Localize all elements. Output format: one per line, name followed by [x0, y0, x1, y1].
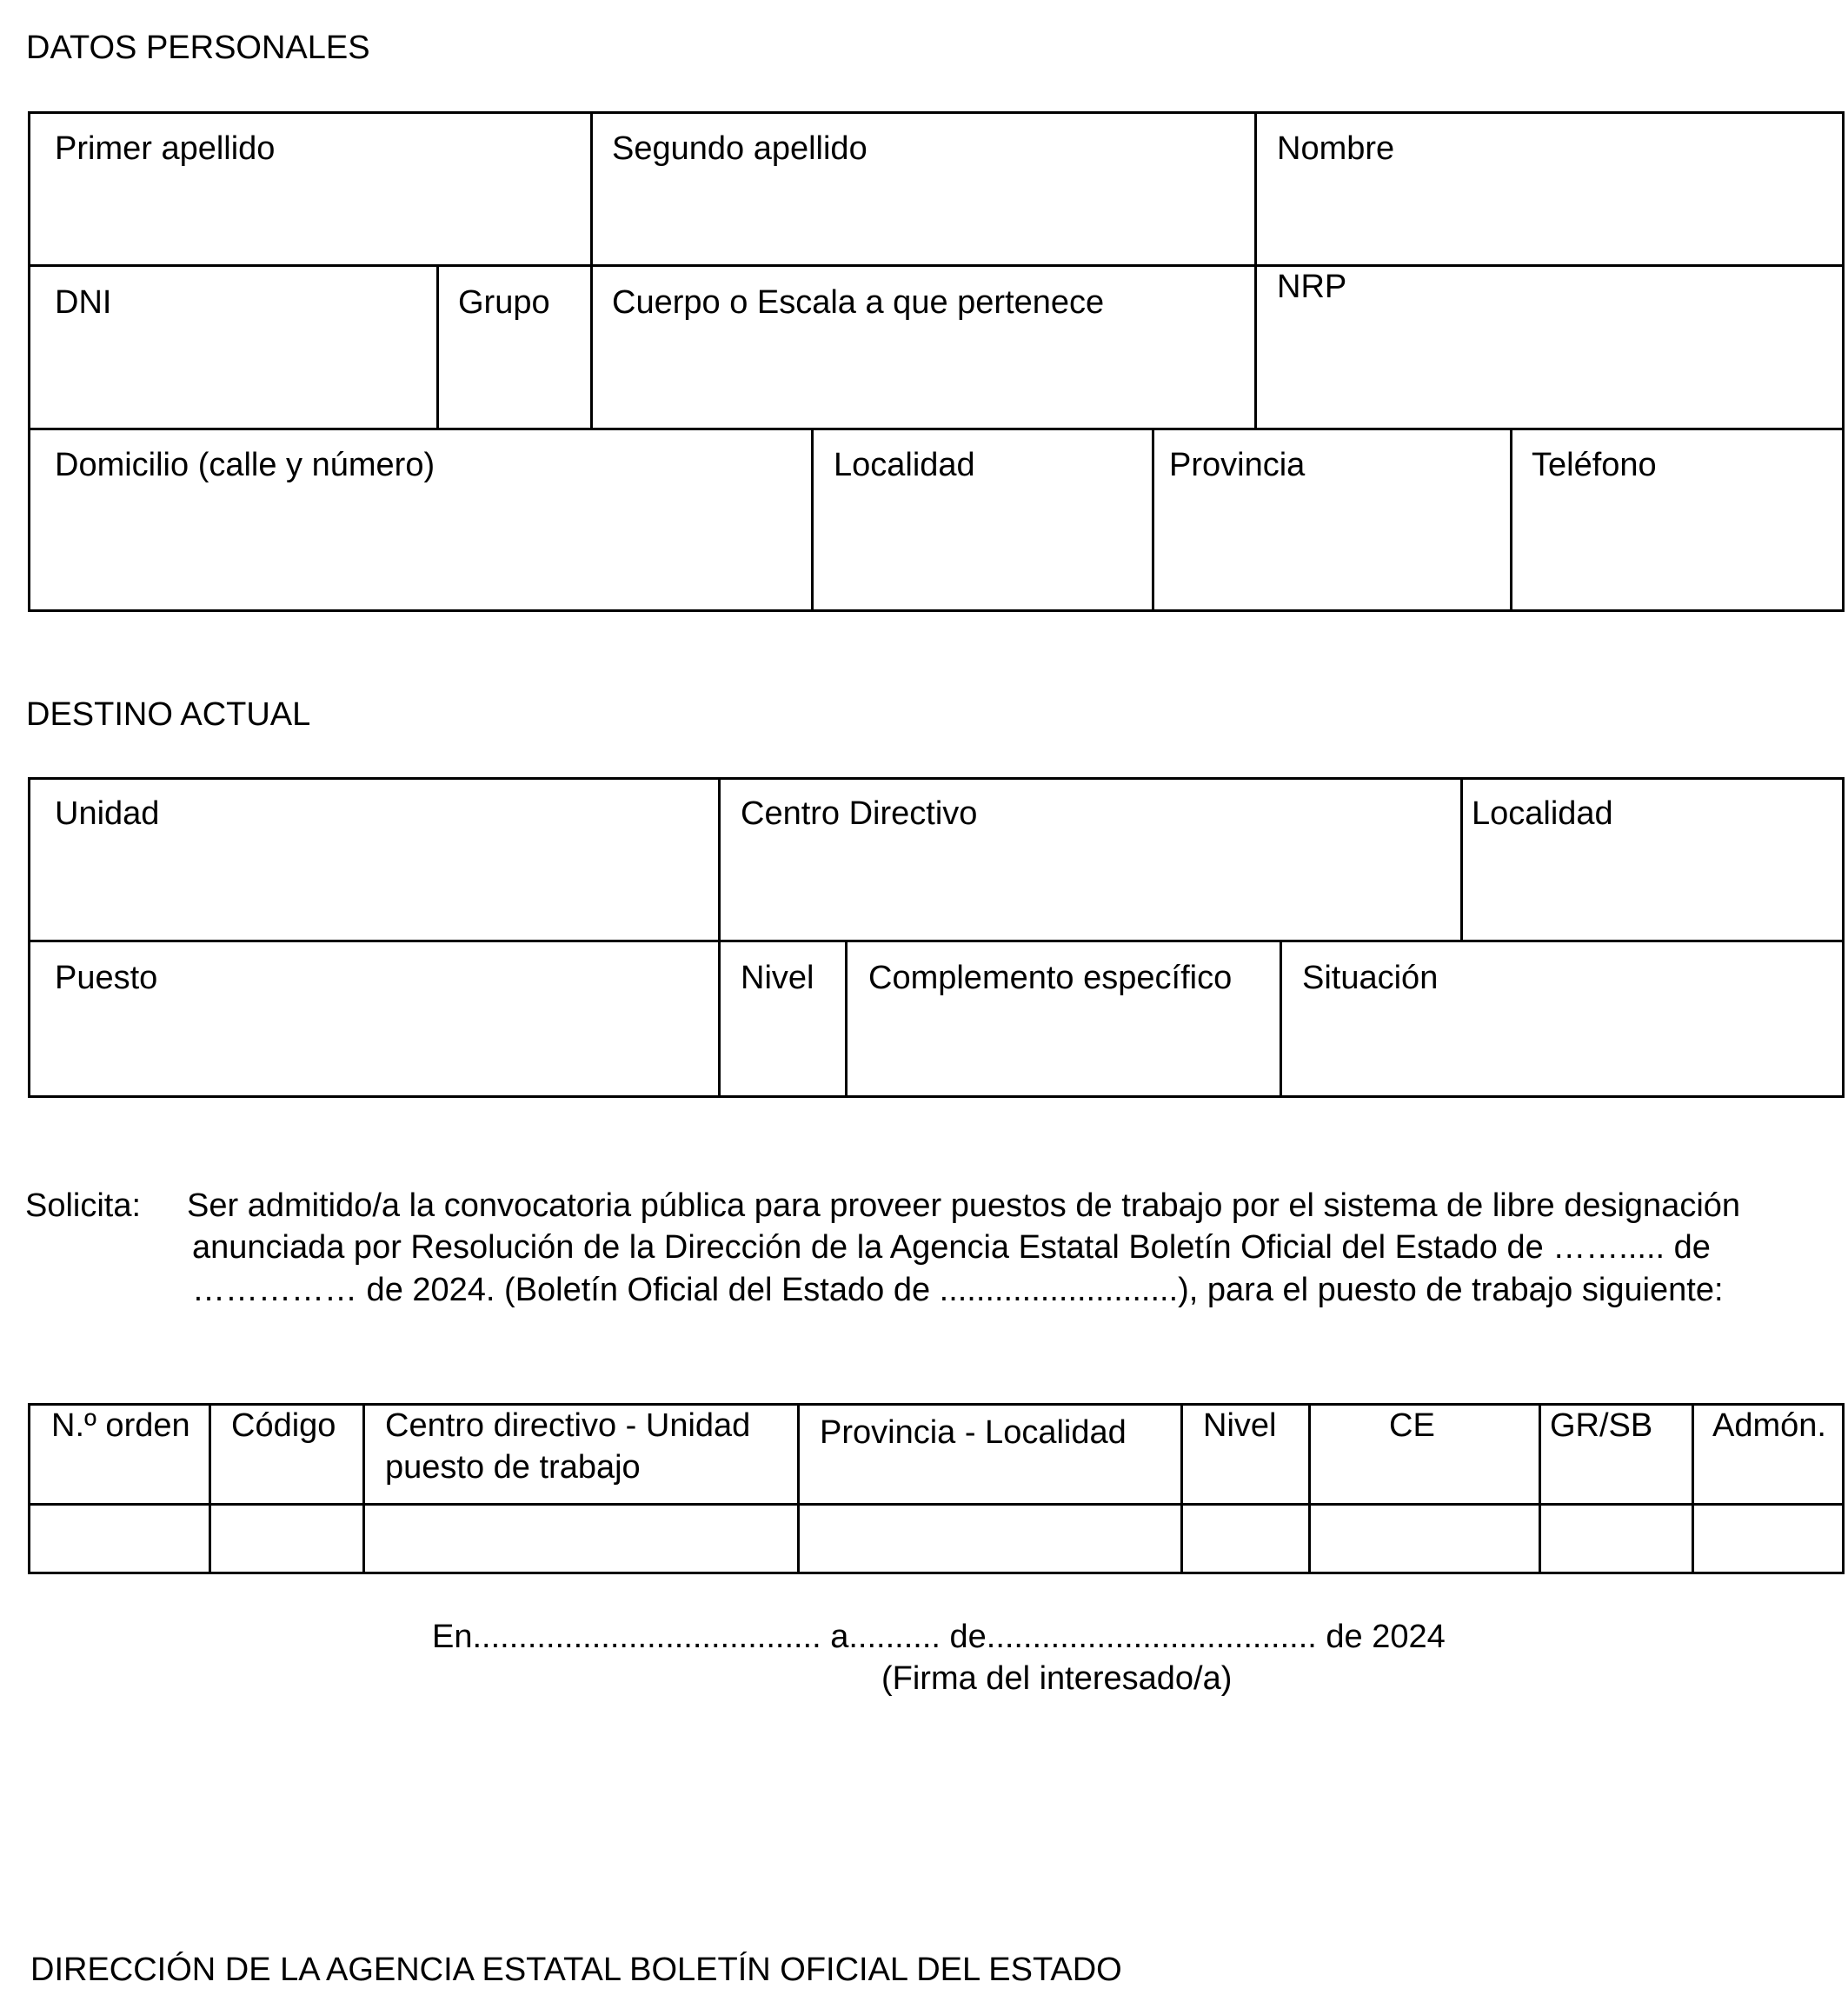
numero-orden-input[interactable]: [30, 1506, 209, 1572]
header-admon: Admón.: [1712, 1407, 1826, 1444]
codigo-input[interactable]: [211, 1506, 362, 1572]
complemento-especifico-field[interactable]: [848, 942, 1280, 1095]
segundo-apellido-field[interactable]: [593, 114, 1254, 264]
solicita-text-line2: anunciada por Resolución de la Dirección de la Agencia Estatal Boletín Oficial del Estado de ……..... de: [192, 1229, 1711, 1266]
nivel-field[interactable]: [721, 942, 845, 1095]
centro-directivo-unidad-input[interactable]: [365, 1506, 797, 1572]
destino-actual-heading: DESTINO ACTUAL: [26, 696, 311, 733]
header-codigo: Código: [231, 1407, 336, 1444]
primer-apellido-field[interactable]: [30, 114, 590, 264]
header-centro-directivo-unidad: Centro directivo - Unidad: [385, 1407, 751, 1444]
header-puesto-de-trabajo: puesto de trabajo: [385, 1449, 641, 1486]
provincia-localidad-input[interactable]: [800, 1506, 1180, 1572]
provincia-field[interactable]: [1154, 430, 1510, 609]
solicita-text-line3: …………… de 2024. (Boletín Oficial del Estado de ..........................), para el puesto de trabajo siguiente:: [192, 1272, 1724, 1308]
firma-label: (Firma del interesado/a): [881, 1660, 1233, 1697]
dni-field[interactable]: [30, 267, 436, 428]
header-provincia-localidad: Provincia - Localidad: [820, 1414, 1127, 1451]
domicilio-field[interactable]: [30, 430, 811, 609]
situacion-label: Situación: [1302, 960, 1439, 996]
header-nivel: Nivel: [1203, 1407, 1277, 1444]
cuerpo-escala-field[interactable]: [593, 267, 1254, 428]
grupo-label: Grupo: [458, 284, 550, 321]
telefono-field[interactable]: [1512, 430, 1842, 609]
solicita-text-line1: Ser admitido/a la convocatoria pública para proveer puestos de trabajo por el sistema de libre designación: [187, 1187, 1741, 1224]
gr-sb-input[interactable]: [1541, 1506, 1692, 1572]
destino-localidad-field[interactable]: [1463, 780, 1842, 940]
nivel-input[interactable]: [1183, 1506, 1308, 1572]
segundo-apellido-label: Segundo apellido: [612, 130, 867, 167]
nombre-field[interactable]: [1257, 114, 1842, 264]
header-ce: CE: [1389, 1407, 1435, 1444]
nombre-label: Nombre: [1277, 130, 1395, 167]
header-gr-sb: GR/SB: [1550, 1407, 1653, 1444]
fecha-lugar-line: En...................................... a.......... de.................................... de 2024: [432, 1619, 1446, 1655]
telefono-label: Teléfono: [1532, 447, 1657, 483]
cuerpo-escala-label: Cuerpo o Escala a que pertenece: [612, 284, 1105, 321]
destinatario: DIRECCIÓN DE LA AGENCIA ESTATAL BOLETÍN OFICIAL DEL ESTADO: [30, 1952, 1122, 1988]
unidad-label: Unidad: [55, 795, 160, 832]
primer-apellido-label: Primer apellido: [55, 130, 276, 167]
localidad-label: Localidad: [834, 447, 975, 483]
puesto-field[interactable]: [30, 942, 718, 1095]
nrp-field[interactable]: [1257, 267, 1842, 428]
complemento-especifico-label: Complemento específico: [868, 960, 1233, 996]
provincia-label: Provincia: [1169, 447, 1306, 483]
dni-label: DNI: [55, 284, 112, 321]
header-numero-orden: N.º orden: [51, 1407, 190, 1444]
nivel-label: Nivel: [741, 960, 814, 996]
solicita-label: Solicita:: [25, 1187, 142, 1224]
puesto-label: Puesto: [55, 960, 158, 996]
domicilio-label: Domicilio (calle y número): [55, 447, 435, 483]
ce-input[interactable]: [1311, 1506, 1539, 1572]
destino-localidad-label: Localidad: [1472, 795, 1613, 832]
unidad-field[interactable]: [30, 780, 718, 940]
localidad-field[interactable]: [814, 430, 1152, 609]
situacion-field[interactable]: [1282, 942, 1842, 1095]
centro-directivo-field[interactable]: [721, 780, 1460, 940]
centro-directivo-label: Centro Directivo: [741, 795, 978, 832]
datos-personales-heading: DATOS PERSONALES: [26, 30, 370, 66]
nrp-label: NRP: [1277, 269, 1347, 305]
grupo-field[interactable]: [439, 267, 590, 428]
admon-input[interactable]: [1694, 1506, 1842, 1572]
